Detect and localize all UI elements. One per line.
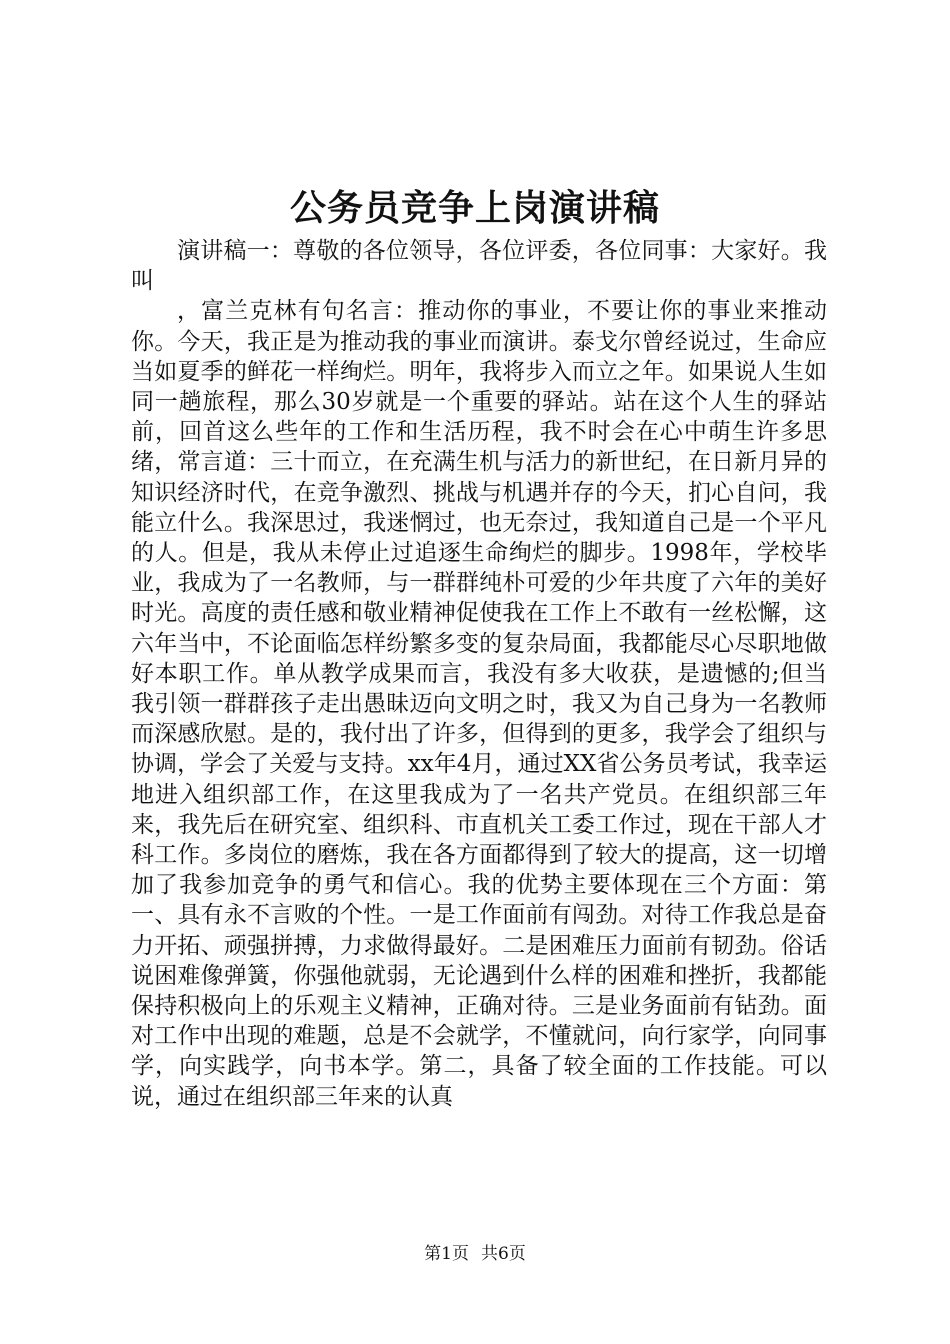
paragraph-1: 演讲稿一：尊敬的各位领导，各位评委，各位同事：大家好。我叫 <box>131 238 827 295</box>
document-title: 公务员竞争上岗演讲稿 <box>289 187 660 229</box>
document-body <box>131 236 827 1112</box>
page-number: 第1页 <box>424 1244 469 1264</box>
paragraph-2: ，富兰克林有句名言：推动你的事业，不要让你的事业来推动你。今天，我正是为推动我的事业而演讲。泰戈尔曾经说过，生命应当如夏季的鲜花一样绚烂。明年，我将步入而立之年。如果说人生如同一趟旅程，那么30岁就是一个重要的驿站。站在这个人生的驿站前，回首这么些年的工作和生活历程，我不时会在心中萌生许多思绪，常言道：三十而立，在充满生机与活力的新世纪，在日新月异的知识经济时代，在竞争激烈、挑战与机遇并存的今天，扪心自问，我能立什么。我深思过，我迷惘过，也无奈过，我知道自己是一个平凡的人。但是，我从未停止过追逐生命绚烂的脚步。1998年，学校毕业，我成为了一名教师，与一群群纯朴可爱的少年共度了六年的美好时光。高度的责任感和敬业精神促使我在工作上不敢有一丝松懈，这六年当中，不论面临怎样纷繁多变的复杂局面，我都能尽心尽职地做好本职工作。单从教学成果而言，我没有多大收获，是遗憾的;但当我引领一群群孩子走出愚昧迈向文明之时，我又为自己身为一名教师而深感欣慰。是的，我付出了许多，但得到的更多，我学会了组织与协调，学会了关爱与支持。xx年4月，通过XX省公务员考试，我幸运地进入组织部工作，在这里我成为了一名共产党员。在组织部三年来，我先后在研究室、组织科、市直机关工委工作过，现在干部人才科工作。多岗位的磨炼，我在各方面都得到了较大的提高，这一切增加了我参加竞争的勇气和信心。我的优势主要体现在三个方面：第一、具有永不言败的个性。一是工作面前有闯劲。对待工作我总是奋力开拓、顽强拼搏，力求做得最好。二是困难压力面前有韧劲。俗话说困难像弹簧，你强他就弱，无论遇到什么样的困难和挫折，我都能保持积极向上的乐观主义精神，正确对待。三是业务面前有钻劲。面对工作中出现的难题，总是不会就学，不懂就问，向行家学，向同事学，向实践学，向书本学。第二，具备了较全面的工作技能。可以说，通过在组织部三年来的认真 <box>131 298 827 1110</box>
page-footer <box>0 1242 950 1266</box>
page-total: 共6页 <box>481 1244 526 1264</box>
